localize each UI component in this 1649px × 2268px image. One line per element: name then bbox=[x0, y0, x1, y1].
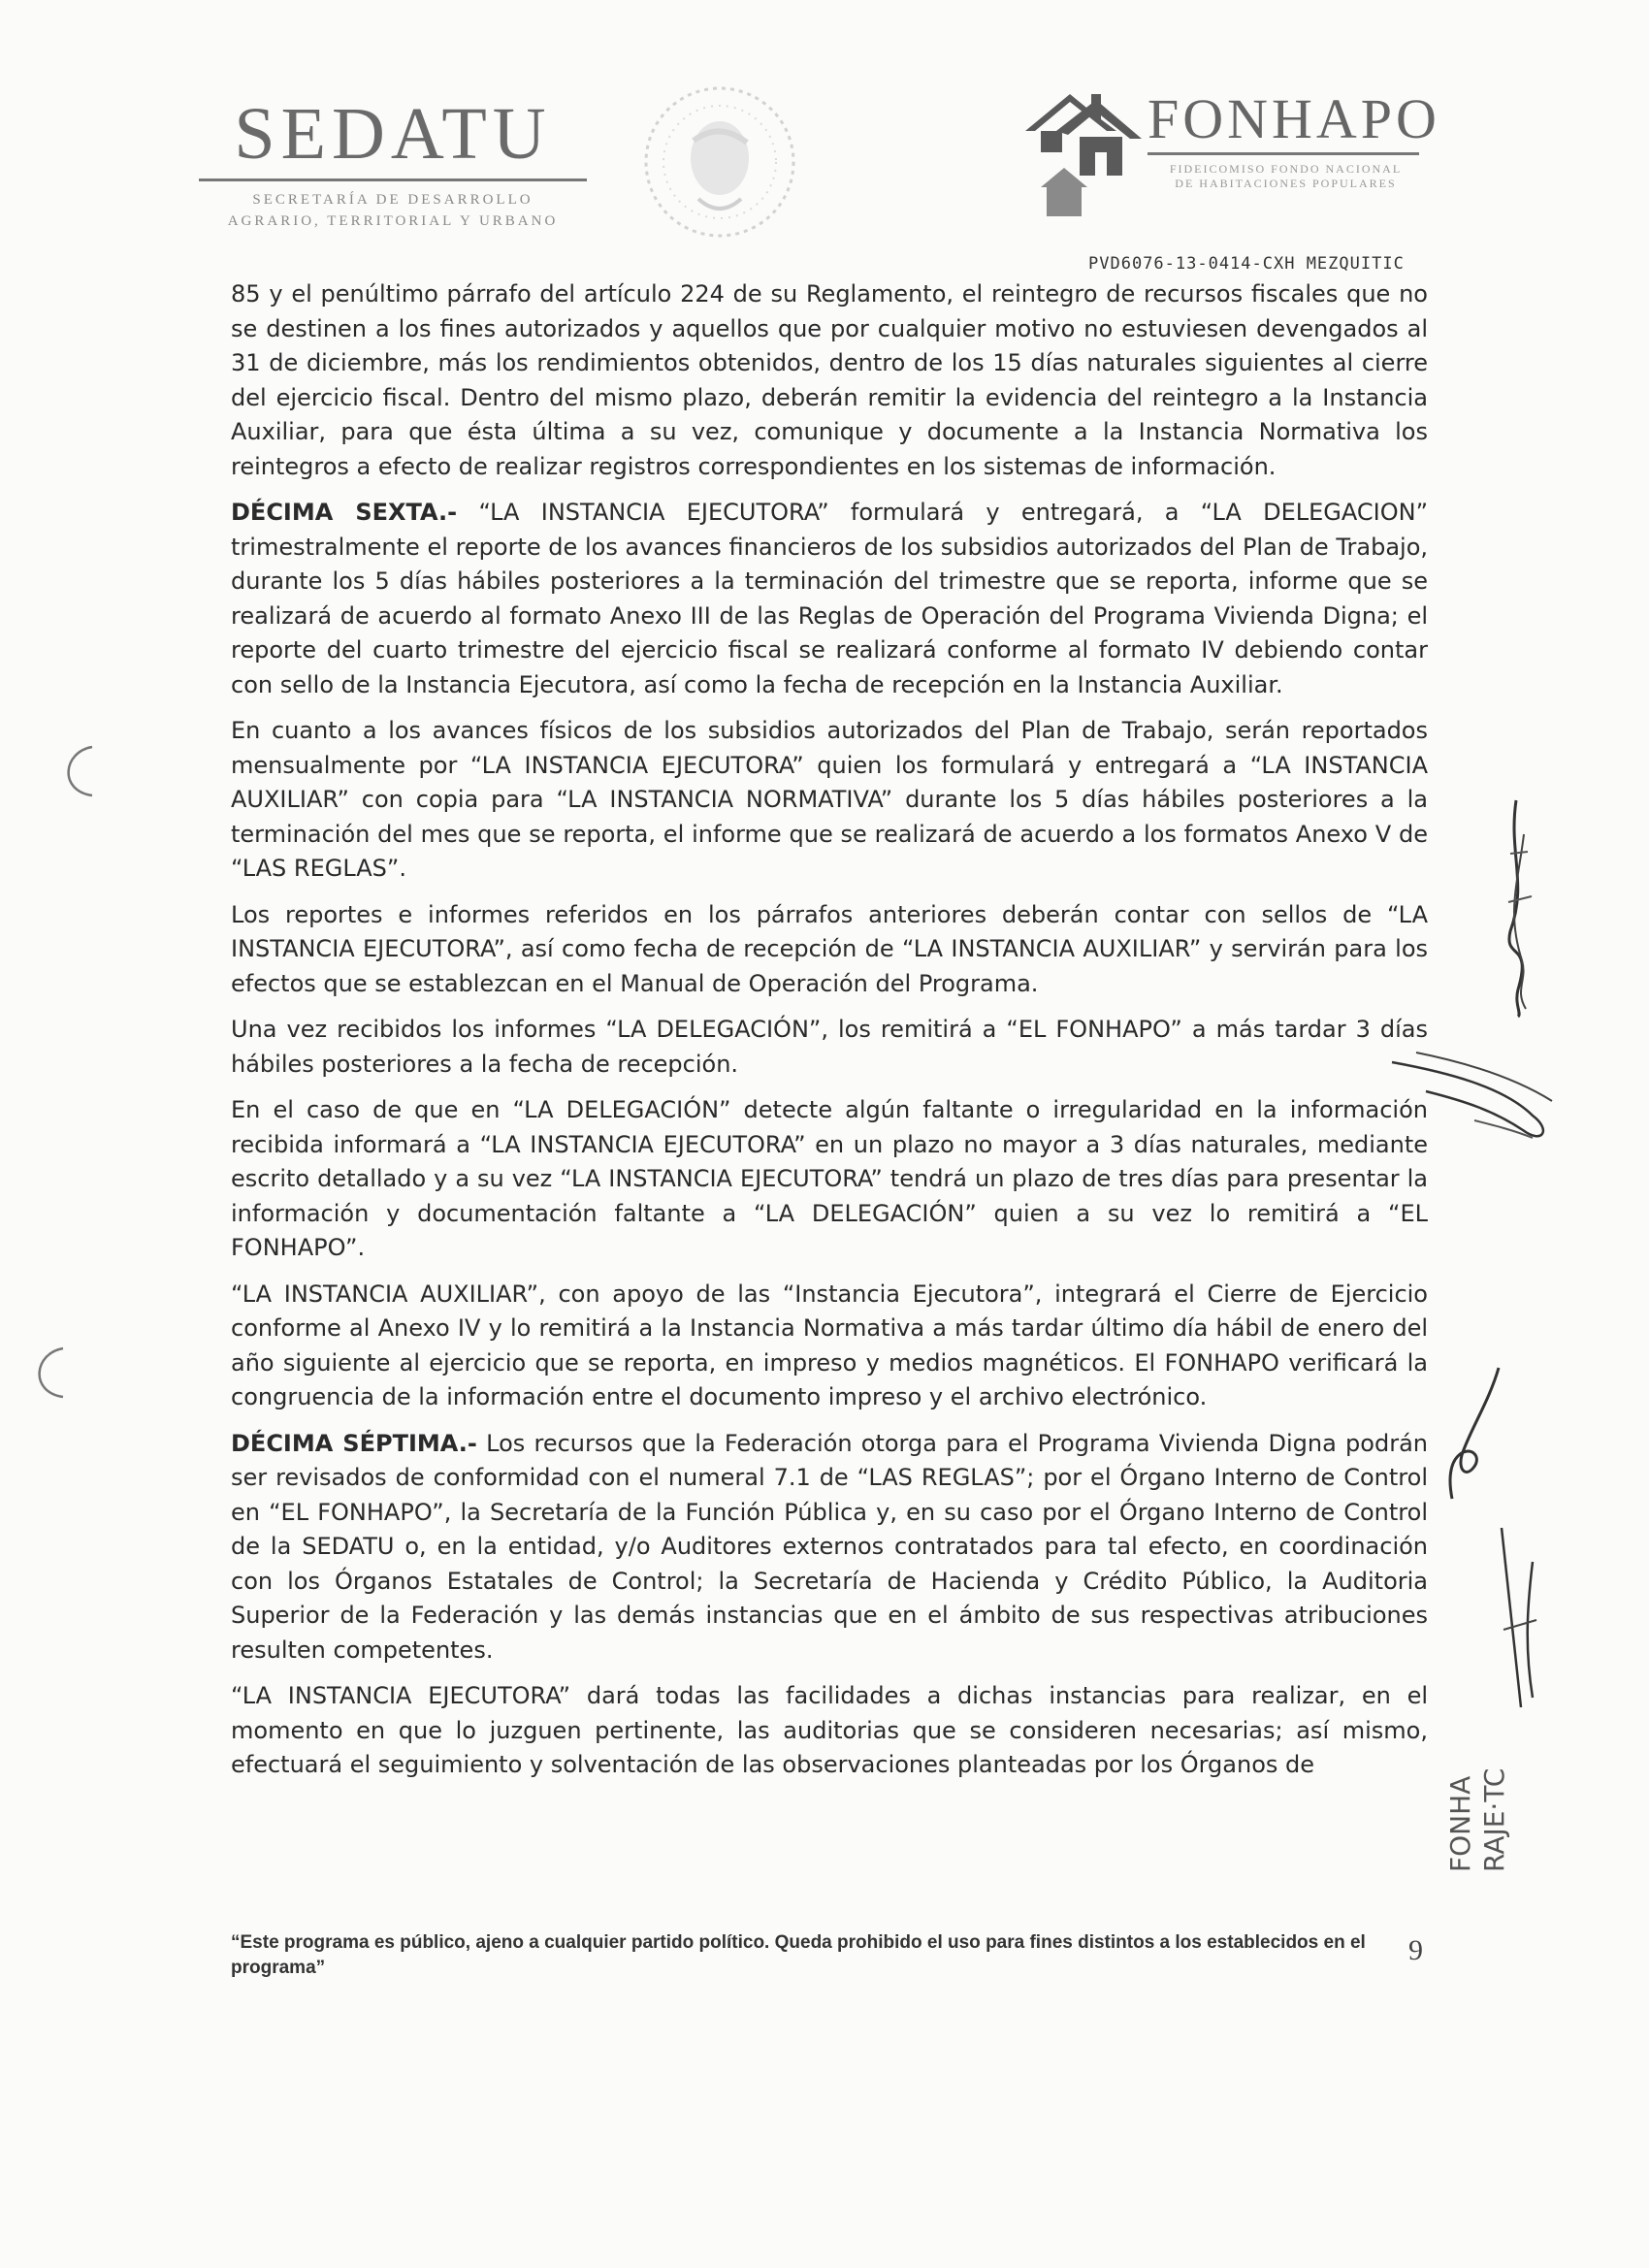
sedatu-logo-title: SEDATU bbox=[234, 93, 552, 175]
document-code: PVD6076-13-0414-CXH MEZQUITIC bbox=[1088, 254, 1405, 274]
paragraph bbox=[231, 1278, 1428, 1415]
signature-icon bbox=[1494, 1523, 1552, 1717]
fonhapo-logo-subtitle-1: FIDEICOMISO FONDO NACIONAL bbox=[1169, 162, 1403, 176]
clause-heading: DÉCIMA SEXTA.- bbox=[231, 499, 458, 526]
footer-notice: “Este programa es público, ajeno a cualquier partido político. Queda prohibido el uso para fines distintos a los establecidos en el programa” bbox=[231, 1932, 1366, 1978]
paragraph-text: “LA INSTANCIA EJECUTORA” dará todas las facilidades a dichas instancias para realizar, en el momento en que lo juzguen pertinente, las auditorias que se consideren necesarias; así mismo, efectuará el seguimiento y solventación de las observaciones planteadas por los Órganos de bbox=[231, 1682, 1428, 1778]
paragraph bbox=[231, 496, 1428, 702]
stamp-mark-icon bbox=[1444, 1727, 1537, 1892]
paragraph bbox=[231, 1013, 1428, 1082]
fonhapo-logo-rule bbox=[1148, 152, 1419, 155]
paragraph bbox=[231, 714, 1428, 887]
document-body bbox=[231, 277, 1428, 1795]
paragraph-text: 85 y el penúltimo párrafo del artículo 224 de su Reglamento, el reintegro de recursos fiscales que no se destinen a los fines autorizados y aquellos que por cualquier motivo no estuviesen devengados al 31 de diciembre, más los rendimientos obtenidos, dentro de los 15 días naturales siguientes al cierre del ejercicio fiscal. Dentro del mismo plazo, deberán remitir la evidencia del reintegro a la Instancia Auxiliar, para que ésta última a su vez, comunique y documente a la Instancia Normativa los reintegros a efecto de realizar registros correspondientes en los sistemas de información. bbox=[231, 280, 1428, 480]
signature-icon bbox=[1440, 1363, 1508, 1508]
page-header bbox=[0, 0, 1649, 252]
paragraph-text: Los recursos que la Federación otorga para el Programa Vivienda Digna podrán ser revisados de conformidad con el numeral 7.1 de “LAS REGLAS”; por el Órgano Interno de Control en “EL FONHAPO”, la Secretaría de la Función Pública y, en su caso por el Órgano Interno de Control de la SEDATU o, en la entidad, y/o Auditores externos contratados para tal efecto, en coordinación con los Órganos Estatales de Control; la Secretaría de Hacienda y Crédito Público, la Auditoria Superior de la Federación y las demás instancias que en el ámbito de sus respectivas atribuciones resulten competentes. bbox=[231, 1429, 1428, 1664]
fonhapo-logo-subtitle bbox=[1148, 162, 1424, 191]
page-number: 9 bbox=[1408, 1934, 1423, 1966]
paragraph-text: Los reportes e informes referidos en los párrafos anteriores deberán contar con sellos de “LA INSTANCIA EJECUTORA”, así como fecha de recepción de “LA INSTANCIA AUXILIAR” y servirán para los efectos que se establezcan en el Manual de Operación del Programa. bbox=[231, 900, 1428, 997]
paragraph-text: “LA INSTANCIA AUXILIAR”, con apoyo de las “Instancia Ejecutora”, integrará el Cierre de Ejercicio conforme al Anexo IV y lo remitirá a la Instancia Normativa a más tardar último día hábil de enero del año siguiente al ejercicio que se reporta, en impreso y medios magnéticos. El FONHAPO verificará la congruencia de la información entre el documento impreso y el archivo electrónico. bbox=[231, 1280, 1428, 1410]
national-seal-icon bbox=[640, 82, 800, 243]
house-icon bbox=[1023, 73, 1145, 218]
paragraph bbox=[231, 277, 1428, 484]
fonhapo-logo-title: FONHAPO bbox=[1148, 87, 1440, 150]
paragraph bbox=[231, 1679, 1428, 1783]
signature-icon bbox=[1387, 1033, 1571, 1150]
punch-hole-icon bbox=[24, 1344, 73, 1402]
paragraph bbox=[231, 898, 1428, 1002]
fonhapo-logo-subtitle-2: DE HABITACIONES POPULARES bbox=[1175, 177, 1397, 190]
paragraph-text: En el caso de que en “LA DELEGACIÓN” detecte algún faltante o irregularidad en la información recibida informará a “LA INSTANCIA EJECUTORA” en un plazo no mayor a 3 días naturales, mediante escrito detallado y a su vez “LA INSTANCIA EJECUTORA” tendrá un plazo de tres días para presentar la información y documentación faltante a “LA DELEGACIÓN” quien a su vez lo remitirá a “EL FONHAPO”. bbox=[231, 1096, 1428, 1261]
paragraph bbox=[231, 1427, 1428, 1669]
sedatu-logo-subtitle-1: SECRETARÍA DE DESARROLLO bbox=[252, 192, 534, 208]
sedatu-logo-rule bbox=[199, 178, 587, 181]
fonhapo-logo bbox=[1023, 73, 1440, 218]
clause-heading: DÉCIMA SÉPTIMA.- bbox=[231, 1429, 477, 1457]
paragraph-text: “LA INSTANCIA EJECUTORA” formulará y entregará, a “LA DELEGACION” trimestralmente el reporte de los avances financieros de los subsidios autorizados del Plan de Trabajo, durante los 5 días hábiles posteriores a la terminación del trimestre que se reporta, informe que se realizará de acuerdo al formato Anexo III de las Reglas de Operación del Programa Vivienda Digna; el reporte del cuarto trimestre del ejercicio fiscal se realizará conforme al formato IV debiendo contar con sello de la Instancia Ejecutora, así como la fecha de recepción en la Instancia Auxiliar. bbox=[231, 499, 1428, 698]
paragraph-text: Una vez recibidos los informes “LA DELEGACIÓN”, los remitirá a “EL FONHAPO” a más tardar 3 días hábiles posteriores a la fecha de recepción. bbox=[231, 1016, 1428, 1078]
paragraph-text: En cuanto a los avances físicos de los subsidios autorizados del Plan de Trabajo, serán reportados mensualmente por “LA INSTANCIA EJECUTORA” quien los formulará y entregará a “LA INSTANCIA AUXILIAR” con copia para “LA INSTANCIA NORMATIVA” durante los 5 días hábiles posteriores a la terminación del mes que se reporta, el informe que se realizará de acuerdo a los formatos Anexo V de “LAS REGLAS”. bbox=[231, 717, 1428, 882]
svg-text:FONHA: FONHA bbox=[1444, 1775, 1476, 1872]
signature-icon bbox=[1489, 795, 1547, 1019]
svg-text:RAJE·TC: RAJE·TC bbox=[1478, 1767, 1510, 1872]
sedatu-logo-subtitle-2: AGRARIO, TERRITORIAL Y URBANO bbox=[227, 213, 559, 229]
punch-hole-icon bbox=[53, 742, 102, 800]
paragraph bbox=[231, 1093, 1428, 1266]
sedatu-logo bbox=[199, 95, 587, 232]
